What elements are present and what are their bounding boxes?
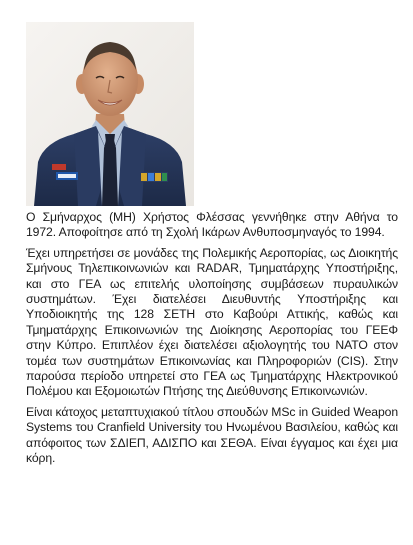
biography-text: [26, 210, 398, 472]
bio-paragraph-career: Έχει υπηρετήσει σε μονάδες της Πολεμικής Αεροπορίας, ως Διοικητής Σμήνους Τηλεπικοινωνιών και RADAR, Τμηματάρχης Υποστήριξης, και στο ΓΕΑ ως επιτελής υλοποίησης συμβάσεων πυραυλικών συστημάτων. Έχει διατελέσει Διευθυντής Υποστήριξης και Υποδιοικητής της 128 ΣΕΤΗ στο Καβούρι Αττικής, καθώς και Τμηματάρχης Επικοινωνιών της Διοίκησης Αεροπορίας του ΓΕΕΦ στην Κύπρο. Επιπλέον έχει διατελέσει αξιολογητής του ΝΑΤΟ στον τομέα των συστημάτων Επικοινωνίας και Πληροφοριών (CIS). Στην παρούσα περίοδο υπηρετεί στο ΓΕΑ ως Τμηματάρχης Ηλεκτρονικού Πολέμου και Εξομοιωτών Πτήσης της Διεύθυνσης Επικοινωνιών.: [26, 245, 398, 399]
portrait-illustration: [26, 22, 194, 206]
bio-paragraph-education: Είναι κάτοχος μεταπτυχιακού τίτλου σπουδών MSc in Guided Weapon Systems του Cranfield University του Ηνωμένου Βασιλείου, καθώς και απόφοιτος των ΣΔΙΕΠ, ΑΔΙΣΠΟ και ΣΕΘΑ. Είναι έγγαμος και έχει μια κόρη.: [26, 404, 398, 466]
portrait-photo: [26, 22, 194, 206]
bio-paragraph-birth: Ο Σμήναρχος (ΜΗ) Χρήστος Φλέσσας γεννήθηκε στην Αθήνα το 1972. Αποφοίτησε από τη Σχολή Ικάρων Ανθυποσμηναγός το 1994.: [26, 210, 398, 240]
